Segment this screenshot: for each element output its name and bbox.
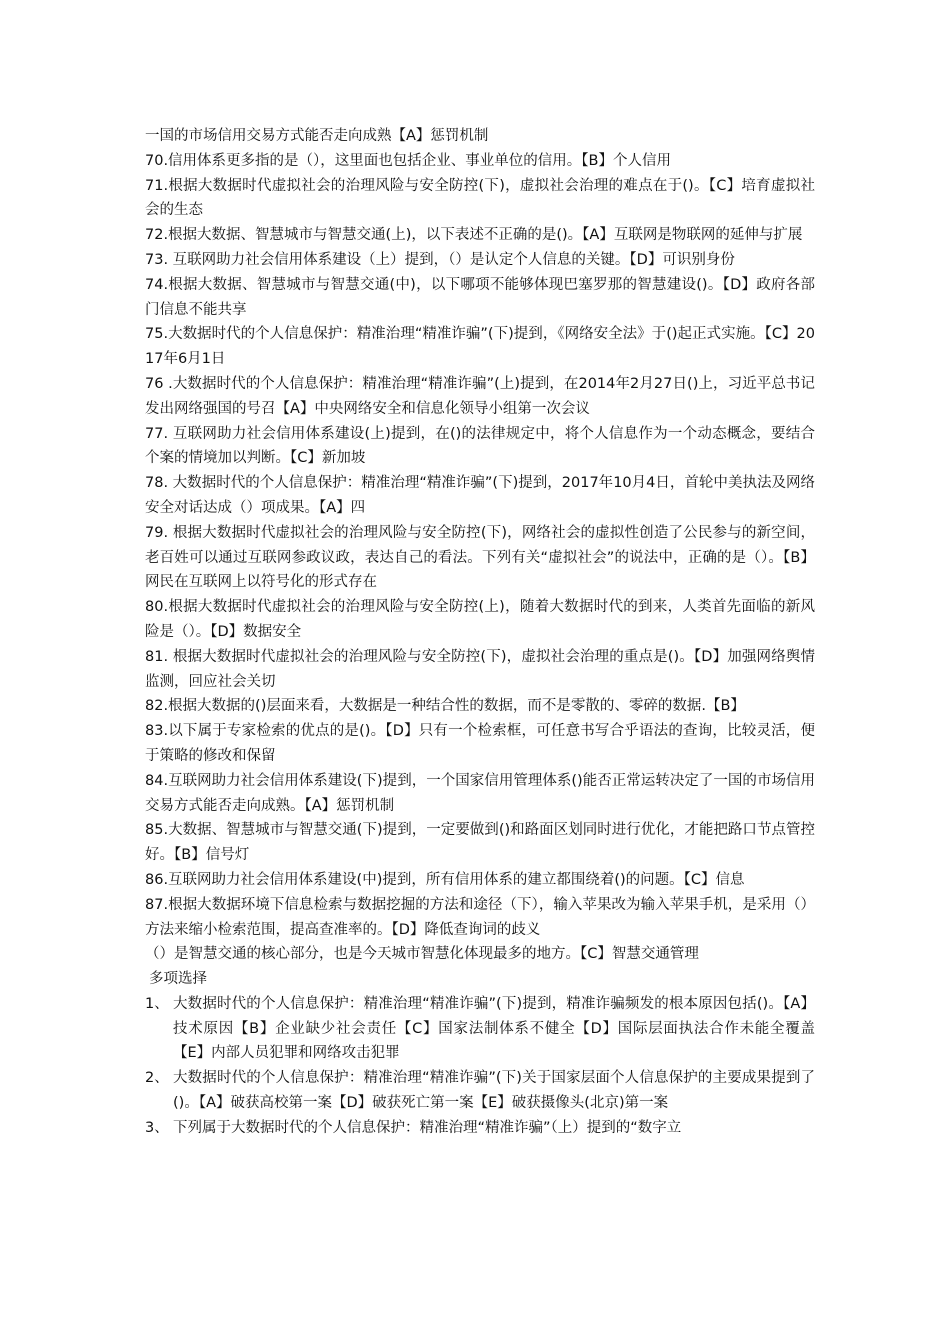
question-item: 76 .大数据时代的个人信息保护：精准治理“精准诈骗”(上)提到，在2014年2月27日()上，习近平总书记发出网络强国的号召【A】中央网络安全和信息化领导小组第一次会议 — [145, 375, 815, 417]
question-item: 85.大数据、智慧城市与智慧交通(下)提到，一定要做到()和路面区划同时进行优化，才能把路口节点管控好。【B】信号灯 — [145, 822, 815, 864]
question-item: 73. 互联网助力社会信用体系建设（上）提到，（）是认定个人信息的关键。【D】可识别身份 — [145, 251, 735, 268]
multiple-choice-item — [145, 1066, 815, 1116]
item-number: 1、 — [145, 995, 169, 1012]
multiple-choice-list — [145, 992, 815, 1141]
question-item: （）是智慧交通的核心部分，也是今天城市智慧化体现最多的地方。【C】智慧交通管理 — [145, 946, 699, 963]
item-text: 大数据时代的个人信息保护：精准治理“精准诈骗”(下)关于国家层面个人信息保护的主要成果提到了()。【A】破获高校第一案【D】破获死亡第一案【E】破获摄像头(北京)第一案 — [173, 1070, 815, 1112]
question-item: 72.根据大数据、智慧城市与智慧交通(上)，以下表述不正确的是()。【A】互联网是物联网的延伸与扩展 — [145, 227, 803, 244]
question-item: 84.互联网助力社会信用体系建设(下)提到，一个国家信用管理体系()能否正常运转决定了一国的市场信用交易方式能否走向成熟。【A】惩罚机制 — [145, 772, 815, 814]
question-item: 80.根据大数据时代虚拟社会的治理风险与安全防控(上)，随着大数据时代的到来，人类首先面临的新风险是（）。【D】数据安全 — [145, 599, 815, 640]
question-item: 79. 根据大数据时代虚拟社会的治理风险与安全防控(下)，网络社会的虚拟性创造了公民参与的新空间，老百姓可以通过互联网参政议政，表达自己的看法。下列有关“虚拟社会”的说法中，正确的是（）。【B】网民在互联网上以符号化的形式存在 — [145, 524, 815, 591]
question-item: 87.根据大数据环境下信息检索与数据挖掘的方法和途径（下），输入苹果改为输入苹果手机，是采用（）方法来缩小检索范围，提高查准率的。【D】降低查询词的歧义 — [145, 896, 815, 938]
multiple-choice-item — [145, 992, 815, 1066]
question-item: 70.信用体系更多指的是（），这里面也包括企业、事业单位的信用。【B】个人信用 — [145, 152, 672, 169]
multiple-choice-item — [145, 1116, 815, 1141]
question-item: 75.大数据时代的个人信息保护：精准治理“精准诈骗”(下)提到，《网络安全法》于()起正式实施。【C】2017年6月1日 — [145, 326, 815, 368]
document-body — [145, 124, 815, 1141]
question-item: 82.根据大数据的()层面来看，大数据是一种结合性的数据，而不是零散的、零碎的数据.【B】 — [145, 698, 745, 715]
question-item: 78. 大数据时代的个人信息保护：精准治理“精准诈骗”(下)提到，2017年10月4日，首轮中美执法及网络安全对话达成（）项成果。【A】四 — [145, 475, 815, 516]
item-text: 下列属于大数据时代的个人信息保护：精准治理“精准诈骗”（上）提到的“数字立 — [173, 1119, 682, 1136]
item-text: 大数据时代的个人信息保护：精准治理“精准诈骗”(下)提到，精准诈骗频发的根本原因包括()。【A】技术原因【B】企业缺少社会责任【C】国家法制体系不健全【D】国际层面执法合作未能全覆盖【E】内部人员犯罪和网络攻击犯罪 — [173, 995, 815, 1062]
question-item: 一国的市场信用交易方式能否走向成熟【A】惩罚机制 — [145, 128, 489, 144]
question-item: 77. 互联网助力社会信用体系建设(上)提到，在()的法律规定中，将个人信息作为一个动态概念，要结合个案的情境加以判断。【C】新加坡 — [145, 425, 815, 467]
question-item: 83.以下属于专家检索的优点的是()。【D】只有一个检索框，可任意书写合乎语法的查询，比较灵活，便于策略的修改和保留 — [145, 723, 815, 764]
question-item: 71.根据大数据时代虚拟社会的治理风险与安全防控(下)，虚拟社会治理的难点在于()。【C】培育虚拟社会的生态 — [145, 177, 815, 219]
question-item: 81. 根据大数据时代虚拟社会的治理风险与安全防控(下)，虚拟社会治理的重点是()。【D】加强网络舆情监测，回应社会关切 — [145, 648, 815, 690]
item-number: 2、 — [145, 1070, 169, 1087]
question-item: 86.互联网助力社会信用体系建设(中)提到，所有信用体系的建立都围绕着()的问题。【C】信息 — [145, 871, 745, 888]
item-number: 3、 — [145, 1119, 169, 1136]
section-heading-multiple-choice: 多项选择 — [149, 971, 207, 988]
question-item: 74.根据大数据、智慧城市与智慧交通(中)，以下哪项不能够体现巴塞罗那的智慧建设()。【D】政府各部门信息不能共享 — [145, 276, 815, 318]
single-choice-list — [145, 124, 815, 967]
